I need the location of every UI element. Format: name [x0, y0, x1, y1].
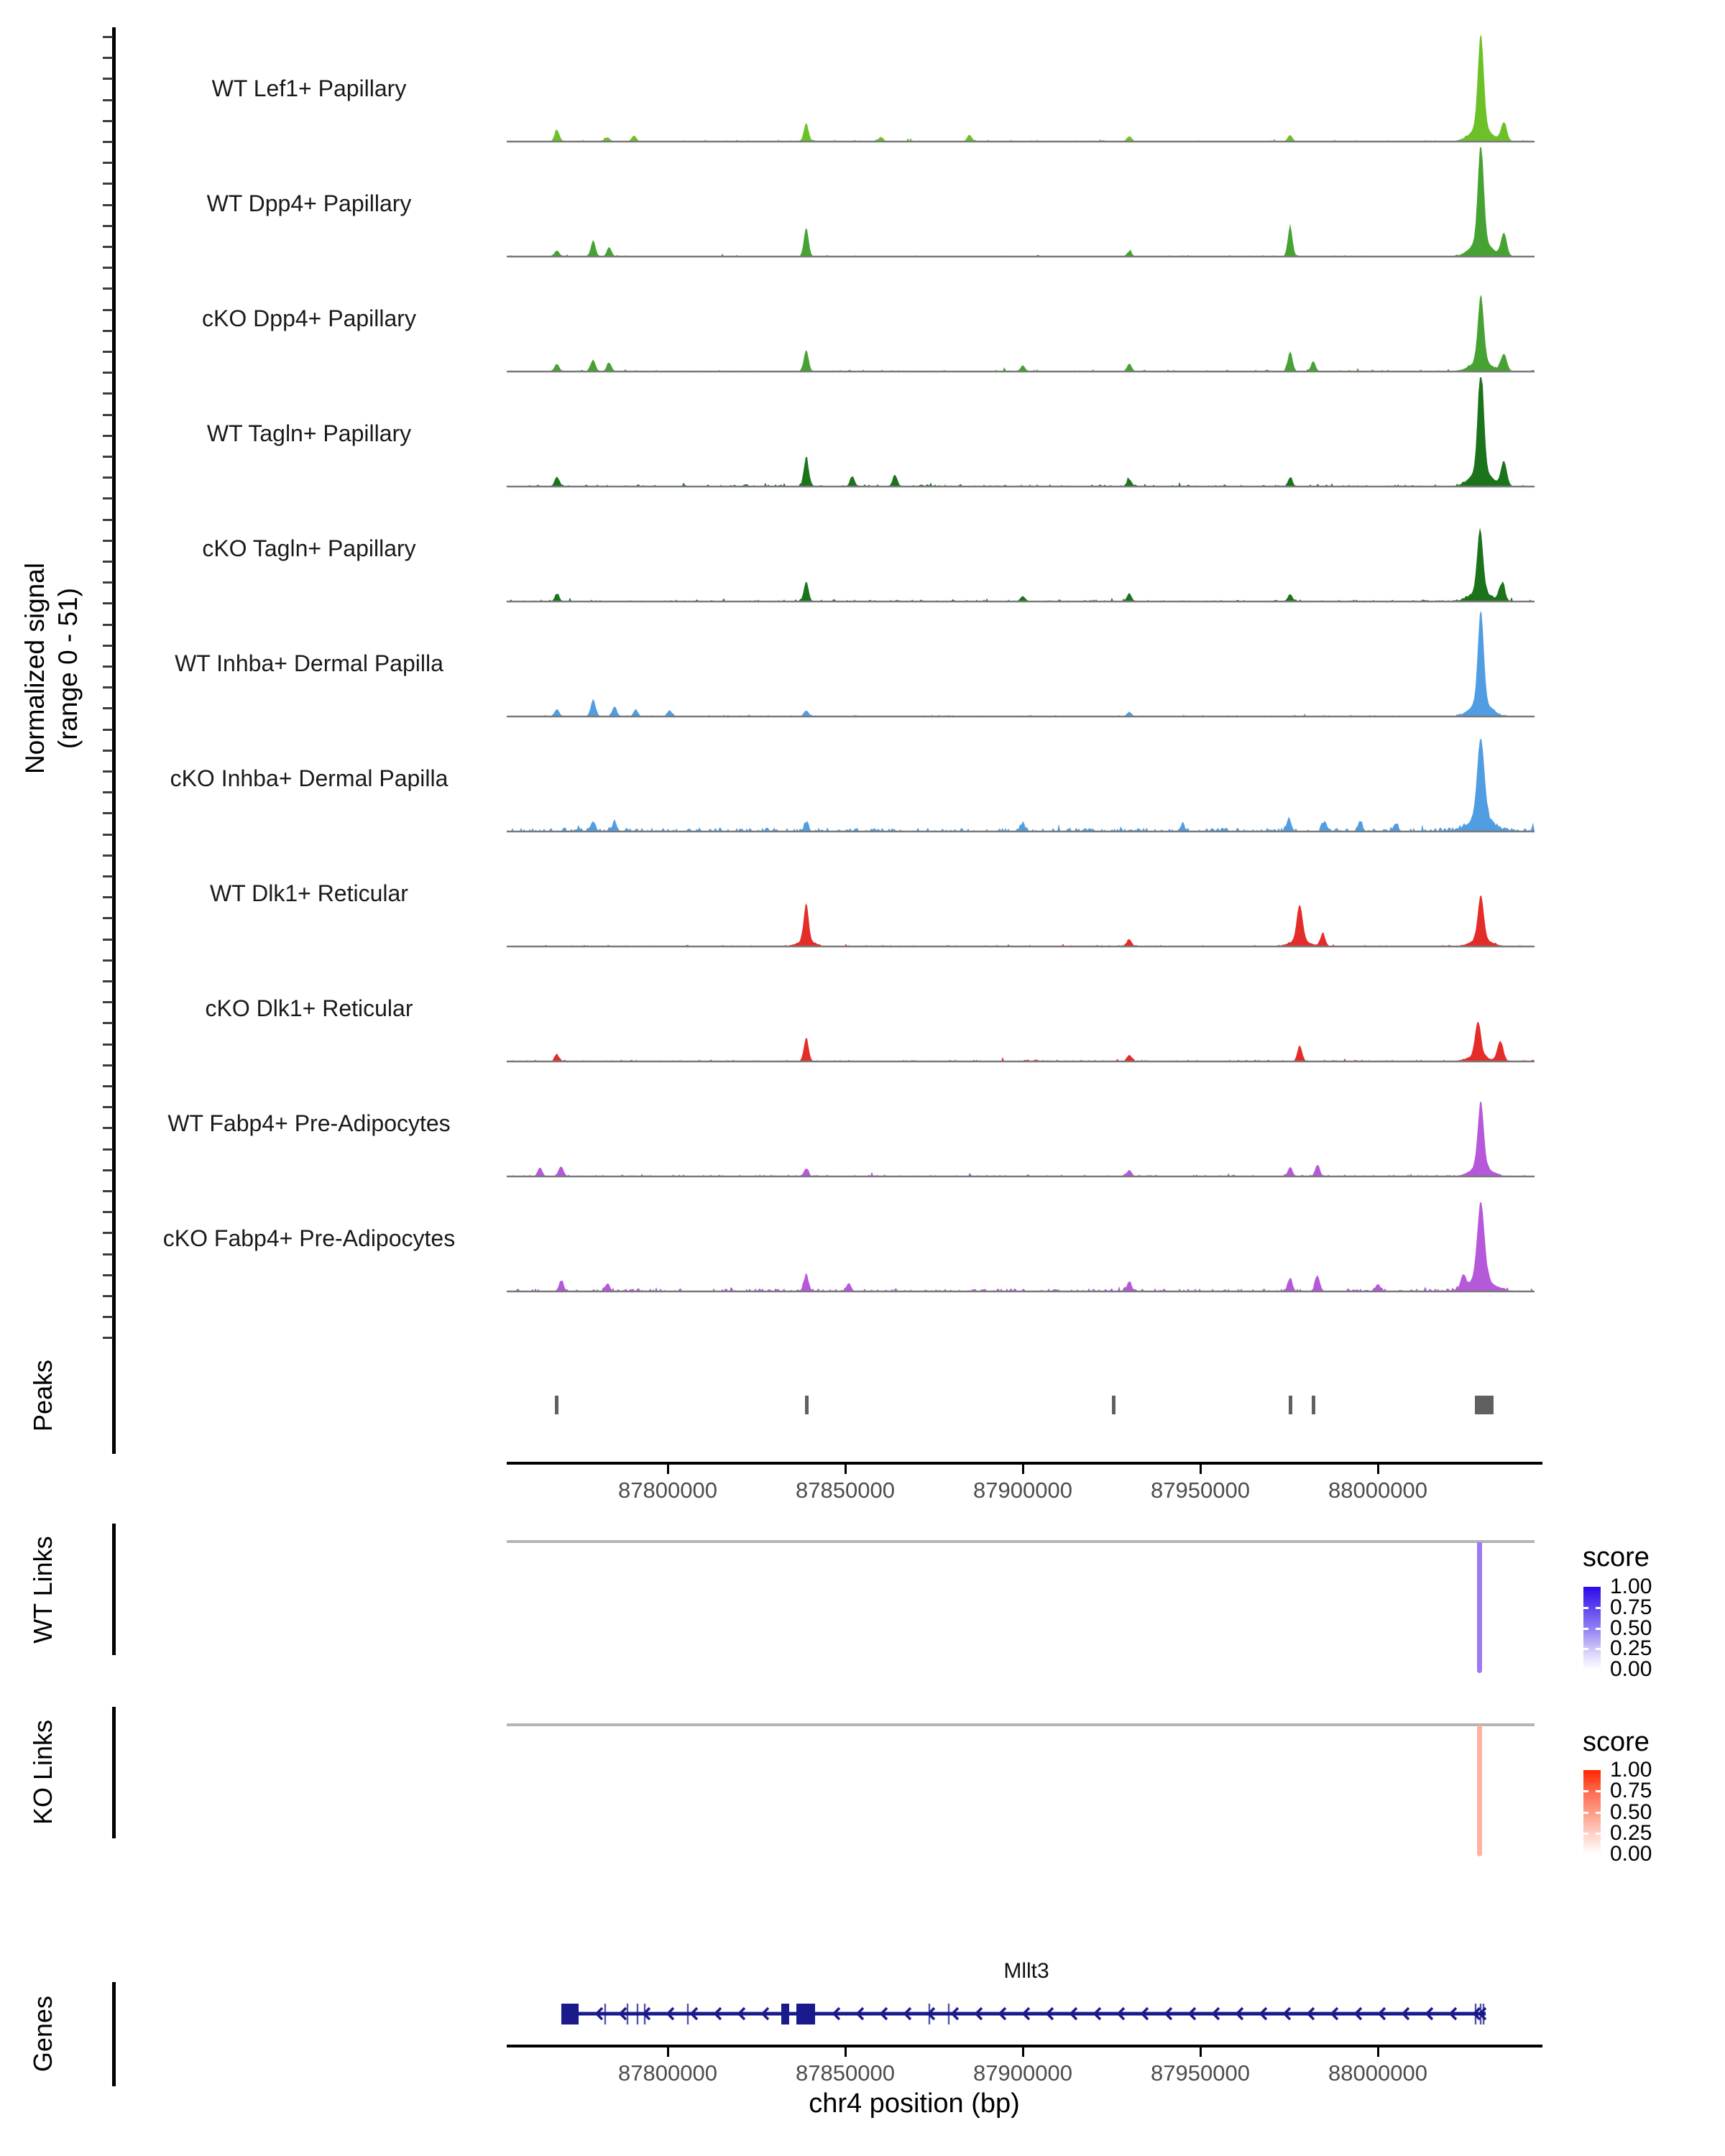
signal-y-tick [103, 162, 113, 164]
ko-links-panel-label: KO Links [28, 1719, 58, 1825]
signal-y-tick [103, 834, 113, 836]
genes-panel-spine [112, 1982, 116, 2086]
x-axis-tick-label: 87850000 [796, 2060, 895, 2086]
coverage-track-plot [507, 374, 1536, 489]
signal-y-tick [103, 456, 113, 458]
signal-y-tick [103, 1169, 113, 1171]
x-axis-tick [1377, 2047, 1379, 2057]
signal-y-tick [103, 476, 113, 479]
wt-links-panel-label: WT Links [28, 1536, 58, 1644]
signal-y-tick [103, 959, 113, 962]
peaks-panel-spine [112, 1338, 116, 1454]
coverage-area [507, 528, 1535, 602]
signal-y-tick [103, 1190, 113, 1192]
x-axis-tick-label: 87850000 [796, 1478, 895, 1503]
legend-notch [1583, 1607, 1588, 1609]
legend-tick-label: 0.25 [1610, 1821, 1652, 1845]
coverage-track-plot [507, 144, 1536, 259]
signal-y-tick [103, 120, 113, 122]
x-axis-tick [1377, 1465, 1379, 1474]
signal-y-tick [103, 624, 113, 626]
x-axis-tick [845, 1465, 847, 1474]
track-label: cKO Fabp4+ Pre-Adipocytes [162, 1225, 456, 1251]
signal-y-tick [103, 1064, 113, 1067]
coverage-area [507, 295, 1535, 372]
signal-y-tick [103, 917, 113, 919]
peak-interval-mark [805, 1396, 809, 1414]
coverage-area [507, 739, 1535, 831]
signal-y-tick [103, 645, 113, 647]
signal-y-tick [103, 414, 113, 416]
coverage-track-plot [507, 719, 1536, 834]
x-axis-tick-label: 87800000 [618, 2060, 717, 2086]
signal-y-tick [103, 980, 113, 982]
x-axis-tick-label: 88000000 [1328, 1478, 1427, 1503]
x-axis-tick [667, 1465, 669, 1474]
legend-notch [1583, 1648, 1588, 1650]
legend-notch [1583, 1833, 1588, 1835]
coverage-track-plot [507, 1064, 1536, 1179]
wt-links-baseline [507, 1540, 1535, 1543]
bottom-x-axis-line [507, 2045, 1542, 2047]
x-axis-tick-label: 88000000 [1328, 2060, 1427, 2086]
legend-notch [1583, 1790, 1588, 1792]
signal-y-tick [103, 1274, 113, 1276]
signal-y-tick [103, 602, 113, 604]
signal-y-tick [103, 372, 113, 374]
peak-interval-mark [1289, 1396, 1292, 1414]
track-label: WT Lef1+ Papillary [211, 75, 407, 101]
gene-exon [796, 2004, 815, 2024]
gene-thin-exon [637, 2004, 638, 2024]
signal-y-tick [103, 581, 113, 584]
signal-y-tick [103, 1253, 113, 1256]
signal-y-tick [103, 686, 113, 688]
x-axis-tick-label: 87900000 [973, 1478, 1072, 1503]
signal-y-tick [103, 246, 113, 248]
legend-notch [1596, 1628, 1601, 1630]
signal-y-tick [103, 1106, 113, 1108]
gene-name-label: Mllt3 [1003, 1959, 1049, 1983]
signal-y-tick [103, 939, 113, 941]
coverage-track-plot [507, 604, 1536, 719]
legend-notch [1596, 1648, 1601, 1650]
signal-y-tick [103, 750, 113, 752]
gene-exon [781, 2004, 789, 2024]
signal-y-tick [103, 267, 113, 269]
genes-panel-label: Genes [28, 1995, 58, 2073]
signal-y-tick [103, 1316, 113, 1318]
peak-interval-mark [555, 1396, 558, 1414]
legend-notch [1596, 1790, 1601, 1792]
ko-links-legend-title: score [1583, 1727, 1650, 1757]
x-axis-tick [1200, 1465, 1202, 1474]
signal-y-tick [103, 1044, 113, 1046]
legend-notch [1596, 1833, 1601, 1835]
track-label: cKO Dpp4+ Papillary [202, 305, 416, 331]
peak-interval-mark [1112, 1396, 1116, 1414]
track-label: cKO Inhba+ Dermal Papilla [170, 765, 448, 791]
legend-tick-label: 0.00 [1610, 1657, 1652, 1681]
track-label: WT Dpp4+ Papillary [206, 190, 412, 216]
track-label: cKO Dlk1+ Reticular [205, 995, 413, 1021]
coverage-area [507, 34, 1535, 142]
signal-y-tick [103, 1337, 113, 1339]
signal-y-tick [103, 729, 113, 731]
coverage-track-plot [507, 1179, 1536, 1294]
coverage-area [507, 1022, 1535, 1061]
legend-notch [1596, 1812, 1601, 1814]
legend-tick-label: 0.50 [1610, 1800, 1652, 1824]
x-axis-title: chr4 position (bp) [809, 2088, 1020, 2119]
coverage-track-plot [507, 29, 1536, 144]
legend-tick-label: 0.75 [1610, 1595, 1652, 1619]
signal-y-tick [103, 57, 113, 59]
gene-thin-exon [1483, 2004, 1484, 2024]
signal-y-tick [103, 1295, 113, 1297]
track-label: WT Fabp4+ Pre-Adipocytes [167, 1110, 451, 1136]
coverage-track-plot [507, 834, 1536, 949]
legend-tick-label: 0.25 [1610, 1636, 1652, 1660]
peaks-panel-label: Peaks [28, 1359, 58, 1432]
signal-y-tick [103, 1085, 113, 1087]
signal-y-tick [103, 1148, 113, 1151]
ko-links-panel-spine [112, 1707, 116, 1838]
wt-link-line [1477, 1542, 1482, 1673]
wt-links-legend-title: score [1583, 1542, 1650, 1572]
signal-y-tick [103, 1211, 113, 1213]
signal-y-axis-label [19, 563, 85, 774]
track-label: cKO Tagln+ Papillary [202, 535, 416, 561]
x-axis-tick-label: 87900000 [973, 2060, 1072, 2086]
x-axis-tick [845, 2047, 847, 2057]
x-axis-tick [1022, 2047, 1024, 2057]
gene-thin-exon [687, 2004, 689, 2024]
signal-y-tick [103, 287, 113, 290]
signal-y-axis-label-line2: (range 0 - 51) [53, 587, 83, 750]
legend-notch [1596, 1607, 1601, 1609]
signal-y-tick [103, 392, 113, 395]
legend-tick-label: 1.00 [1610, 1575, 1652, 1598]
gene-thin-exon [604, 2004, 606, 2024]
track-label: WT Dlk1+ Reticular [210, 880, 408, 906]
track-label: WT Tagln+ Papillary [206, 420, 412, 446]
signal-y-tick [103, 707, 113, 709]
x-axis-tick-label: 87800000 [618, 1478, 717, 1503]
legend-notch [1583, 1812, 1588, 1814]
signal-y-tick [103, 812, 113, 814]
coverage-area [507, 377, 1535, 487]
x-axis-tick [1022, 1465, 1024, 1474]
coverage-track-plot [507, 489, 1536, 604]
wt-links-panel-spine [112, 1524, 116, 1655]
gene-thin-exon [948, 2004, 949, 2024]
top-x-axis-line [507, 1462, 1542, 1465]
coverage-area [507, 611, 1535, 717]
coverage-area [507, 895, 1535, 946]
legend-tick-label: 0.00 [1610, 1842, 1652, 1866]
legend-tick-label: 0.75 [1610, 1779, 1652, 1802]
coverage-track-plot [507, 259, 1536, 374]
signal-y-tick [103, 854, 113, 857]
x-axis-tick [1200, 2047, 1202, 2057]
gene-model-plot [507, 1985, 1536, 2046]
gene-exon [561, 2004, 579, 2024]
coverage-area [507, 147, 1535, 257]
x-axis-tick [667, 2047, 669, 2057]
legend-tick-label: 1.00 [1610, 1758, 1652, 1782]
legend-tick-label: 0.50 [1610, 1616, 1652, 1640]
legend-notch [1583, 1628, 1588, 1630]
signal-y-tick [103, 519, 113, 521]
track-label: WT Inhba+ Dermal Papilla [175, 650, 443, 676]
peak-interval-mark [1475, 1396, 1494, 1414]
coverage-area [507, 1202, 1535, 1291]
x-axis-tick-label: 87950000 [1151, 2060, 1250, 2086]
signal-y-axis-label-line1: Normalized signal [20, 562, 50, 775]
signal-y-tick [103, 875, 113, 877]
signal-y-tick [103, 1022, 113, 1024]
signal-y-tick [103, 351, 113, 353]
gene-thin-exon [627, 2004, 628, 2024]
signal-y-tick [103, 497, 113, 499]
peak-interval-mark [1312, 1396, 1315, 1414]
coverage-track-plot [507, 949, 1536, 1064]
ko-link-line [1477, 1726, 1482, 1856]
signal-y-tick [103, 183, 113, 185]
signal-y-tick [103, 36, 113, 38]
signal-y-tick [103, 141, 113, 143]
signal-y-tick [103, 225, 113, 227]
x-axis-tick-label: 87950000 [1151, 1478, 1250, 1503]
coverage-area [507, 1101, 1535, 1176]
ko-links-baseline [507, 1723, 1535, 1726]
